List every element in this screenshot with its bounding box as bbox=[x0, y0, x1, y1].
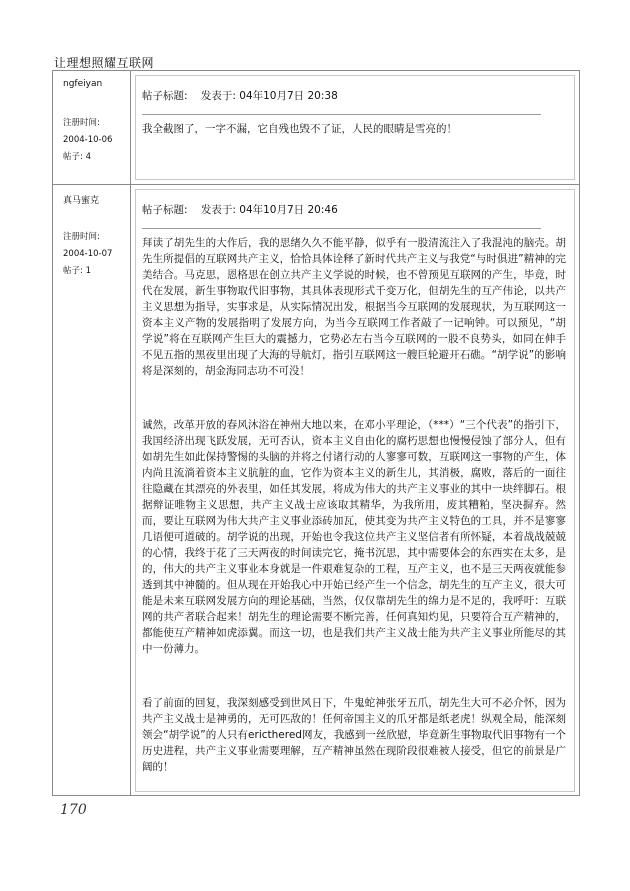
forum-thread bbox=[52, 70, 580, 796]
post-content-frame bbox=[135, 75, 575, 180]
subject-label: 帖子标题: bbox=[142, 90, 188, 102]
post-paragraph: 看了前面的回复，我深刻感受到世风日下，牛鬼蛇神张牙五爪，胡先生大可不必介怀，因为共产主义战士是神勇的，无可匹敌的！任何帝国主义的爪牙都是纸老虎！纵观全局，能深刻领会“胡学说”的人只有ericthered网友，我感到一丝欣慰，毕竟新生事物取代旧事物有一个历史进程，共产主义事业需要理解，互产精神虽然在现阶段很难被人接受，但它的前景是广阔的！ bbox=[142, 697, 566, 773]
registration-date: 2004-10-06 bbox=[63, 135, 113, 145]
post-content-frame bbox=[135, 189, 575, 792]
post-count: 帖子: 1 bbox=[63, 266, 91, 276]
page-number: 170 bbox=[60, 802, 87, 818]
post-body bbox=[142, 235, 566, 775]
username[interactable]: ngfeiyan bbox=[63, 79, 103, 89]
post-timestamp: 发表于: 04年10月7日 20:38 bbox=[200, 90, 338, 102]
post-header bbox=[142, 203, 566, 217]
username[interactable]: 真马蜜克 bbox=[63, 196, 100, 206]
post-header bbox=[142, 89, 566, 103]
subject-label: 帖子标题: bbox=[142, 204, 188, 216]
post-count: 帖子: 4 bbox=[63, 152, 91, 162]
post-paragraph: 拜读了胡先生的大作后，我的思绪久久不能平静，似乎有一股清流注入了我混沌的脑壳。胡先生所提倡的互联网共产主义，恰恰具体诠释了新时代共产主义与我党“与时俱进”精神的完美结合。马克思，恩格思在创立共产主义学说的时候，也不曾预见互联网的产生，毕竟，时代在发展，新生事物取代旧事物，其具体表现形式千变万化，但胡先生的互产伟论，以共产主义思想为指导，实事求是，从实际情况出发，根据当今互联网的发展现状，为互联网这一资本主义产物的发展指明了发展方向，为当今互联网工作者敲了一记响钟。可以预见，“胡学说”将在互联网产生巨大的震撼力，它势必左右当今互联网的一股不良势头，如同在伸手不见五指的黑夜里出现了大海的导航灯，指引互联网这一艘巨轮避开石礁。“胡学说”的影响将是深刻的，胡金海同志功不可没！ bbox=[142, 237, 566, 377]
registration-label: 注册时间: bbox=[63, 118, 100, 128]
post bbox=[53, 71, 579, 185]
author-info bbox=[53, 185, 131, 796]
post-content bbox=[131, 71, 579, 184]
post-paragraph: 我全截图了，一字不漏，它自残也毁不了证，人民的眼睛是雪亮的！ bbox=[142, 123, 457, 135]
registration-label: 注册时间: bbox=[63, 232, 100, 242]
header-divider bbox=[142, 228, 541, 229]
post-body bbox=[142, 121, 566, 137]
author-info bbox=[53, 71, 131, 184]
post bbox=[53, 185, 579, 796]
header-divider bbox=[142, 114, 541, 115]
post-content bbox=[131, 185, 579, 796]
registration-date: 2004-10-07 bbox=[63, 249, 113, 259]
post-timestamp: 发表于: 04年10月7日 20:46 bbox=[200, 204, 338, 216]
post-paragraph: 诚然，改革开放的春风沐浴在神州大地以来，在邓小平理论，（***）“三个代表”的指引下，我国经济出现飞跃发展，无可否认，资本主义自由化的腐朽思想也慢慢侵蚀了部分人，但有如胡先生如此保持警惕的头脑的并将之付诸行动的人寥寥可数，互联网这一事物的产生，体内尚且流淌着资本主义肮脏的血，它作为资本主义的新生儿，其消极，腐败，落后的一面往往隐藏在其漂亮的外表里，如任其发展，将成为伟大的共产主义事业的其中一块绊脚石。根据辩证唯物主义思想，共产主义战士应该取其精华，为我所用，废其糟粕，坚决摒弃。然而，要让互联网为伟大共产主义事业添砖加瓦，使其变为共产主义特色的工具，并不是寥寥几语便可道破的。胡学说的出现，开始也令我这位共产主义坚信者有所怀疑，本着战战兢兢的心情，我终于花了三天两夜的时间读完它，掩书沉思，其中需要体会的东西实在太多，是的，伟大的共产主义事业本身就是一件艰难复杂的工程，互产主义，也不是三天两夜就能参透到其中神髓的。但从现在开始我心中开始已经产生一个信念，胡先生的互产主义，很大可能是未来互联网发展方向的理论基础，当然，仅仅靠胡先生的绵力是不足的，我呼吁：互联网的共产者联合起来！胡先生的理论需要不断完善，任何真知灼见，只要符合互产精神的，都能使互产精神如虎添翼。而这一切，也是我们共产主义战士能为共产主义事业所能尽的其中一份薄力。 bbox=[142, 419, 566, 655]
page-title: 让理想照耀互联网 bbox=[54, 56, 155, 70]
